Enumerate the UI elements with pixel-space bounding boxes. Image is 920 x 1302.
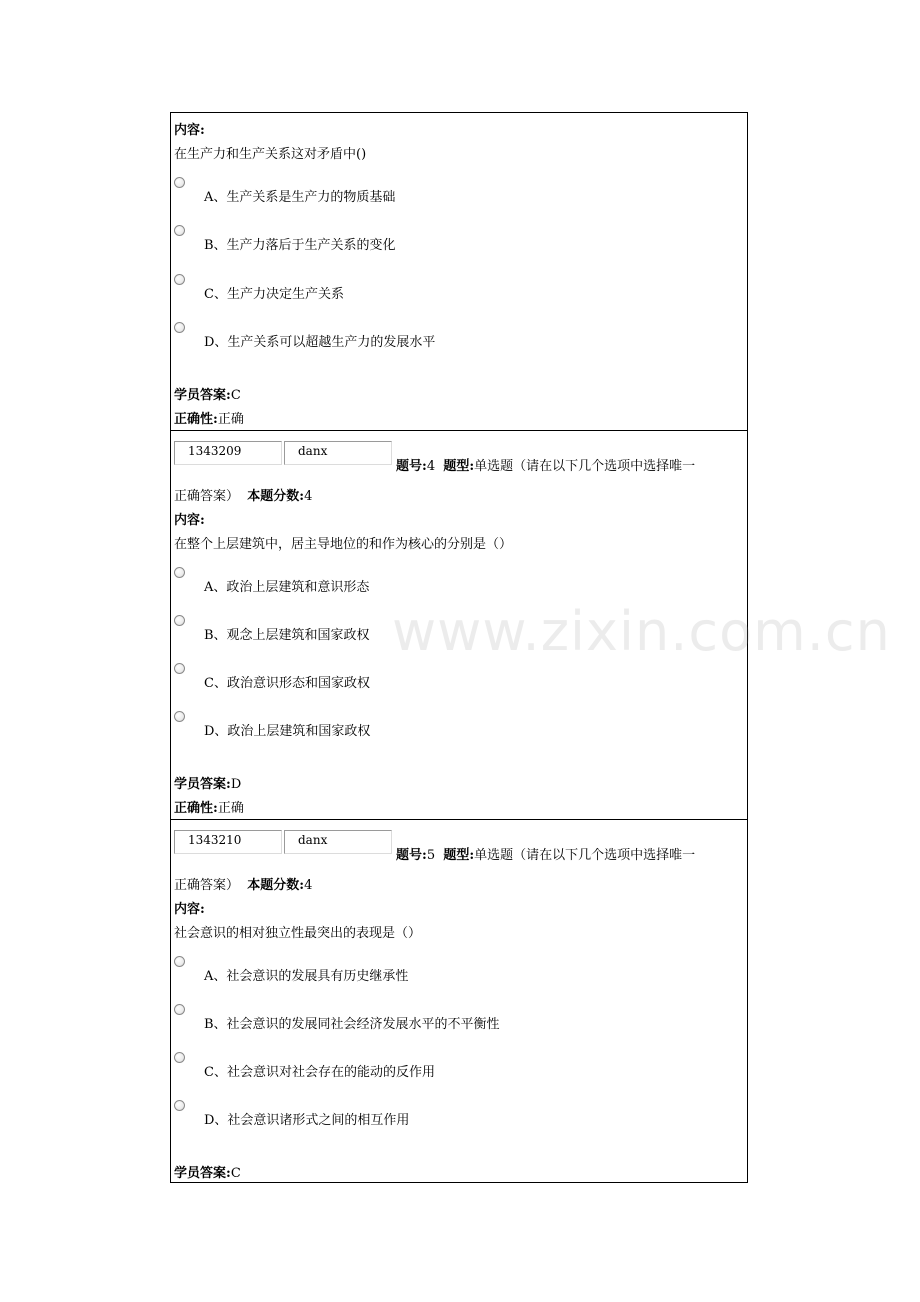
radio-button-icon[interactable] <box>174 1004 185 1015</box>
q3-student-answer: 学员答案:C <box>174 388 241 403</box>
q4-correctness: 正确性:正确 <box>174 801 244 816</box>
q4-id-field[interactable]: 1343209 <box>174 441 282 465</box>
questions-panel: 内容: 在生产力和生产关系这对矛盾中() A、生产关系是生产力的物质基础 B、生产力落后于生产关系的变化 C、生产力决定生产关系 D、生产关系可以超越生产力的发展水平 学员答案:C 正确性:正确 1343209 danx 题号:4 题型:单选题（请在以下几个选项中选择唯一 正确答案） 本题分数:4 内容: 在整个上层建筑中，居主导地位的和作为核心的分别是（） A、政治上层建筑和意识形态 B、观念上层建筑和国家政权 C、政治意识形态和国家政权 D、政治上层建筑和国家政权 学员答案:D 正确性:正确 1343210 danx 题号:5 题型:单选题（请在以下几个选项中选择唯一 正确答案） 本题分数:4 内容: 社会意识的相对独立性最突出的表现是（） A、社会意识的发展具有历史继承性 B、社会意识的发展同社会经济发展水平的不平衡性 C、社会意识对社会存在的能动的反作用 D、社会意识诸形式之间的相互作用 学员答案:C <box>170 112 748 1183</box>
radio-button-icon[interactable] <box>174 711 185 722</box>
watermark: www.zixin.com.cn <box>392 600 891 663</box>
q4-code-field[interactable]: danx <box>284 441 392 465</box>
radio-button-icon[interactable] <box>174 615 185 626</box>
q5-code-field[interactable]: danx <box>284 830 392 854</box>
q3-content-label: 内容: <box>174 123 205 138</box>
q5-content-label: 内容: <box>174 902 205 917</box>
radio-button-icon[interactable] <box>174 225 185 236</box>
q4-content-label: 内容: <box>174 513 205 528</box>
q3-correctness: 正确性:正确 <box>174 412 244 427</box>
radio-button-icon[interactable] <box>174 567 185 578</box>
q5-header: 题号:5 题型:单选题（请在以下几个选项中选择唯一 <box>396 848 696 863</box>
q4-question-text: 在整个上层建筑中，居主导地位的和作为核心的分别是（） <box>174 537 513 552</box>
q5-student-answer: 学员答案:C <box>174 1166 241 1181</box>
divider <box>171 430 747 431</box>
radio-button-icon[interactable] <box>174 663 185 674</box>
radio-button-icon[interactable] <box>174 274 185 285</box>
radio-button-icon[interactable] <box>174 956 185 967</box>
q5-header-cont: 正确答案） 本题分数:4 <box>174 878 313 893</box>
q5-id-field[interactable]: 1343210 <box>174 830 282 854</box>
divider <box>171 819 747 820</box>
q4-header: 题号:4 题型:单选题（请在以下几个选项中选择唯一 <box>396 459 696 474</box>
radio-button-icon[interactable] <box>174 1100 185 1111</box>
q4-student-answer: 学员答案:D <box>174 777 242 792</box>
q5-question-text: 社会意识的相对独立性最突出的表现是（） <box>174 926 422 941</box>
radio-button-icon[interactable] <box>174 322 185 333</box>
q3-question-text: 在生产力和生产关系这对矛盾中() <box>174 147 367 162</box>
q4-header-cont: 正确答案） 本题分数:4 <box>174 489 313 504</box>
radio-button-icon[interactable] <box>174 177 185 188</box>
radio-button-icon[interactable] <box>174 1052 185 1063</box>
